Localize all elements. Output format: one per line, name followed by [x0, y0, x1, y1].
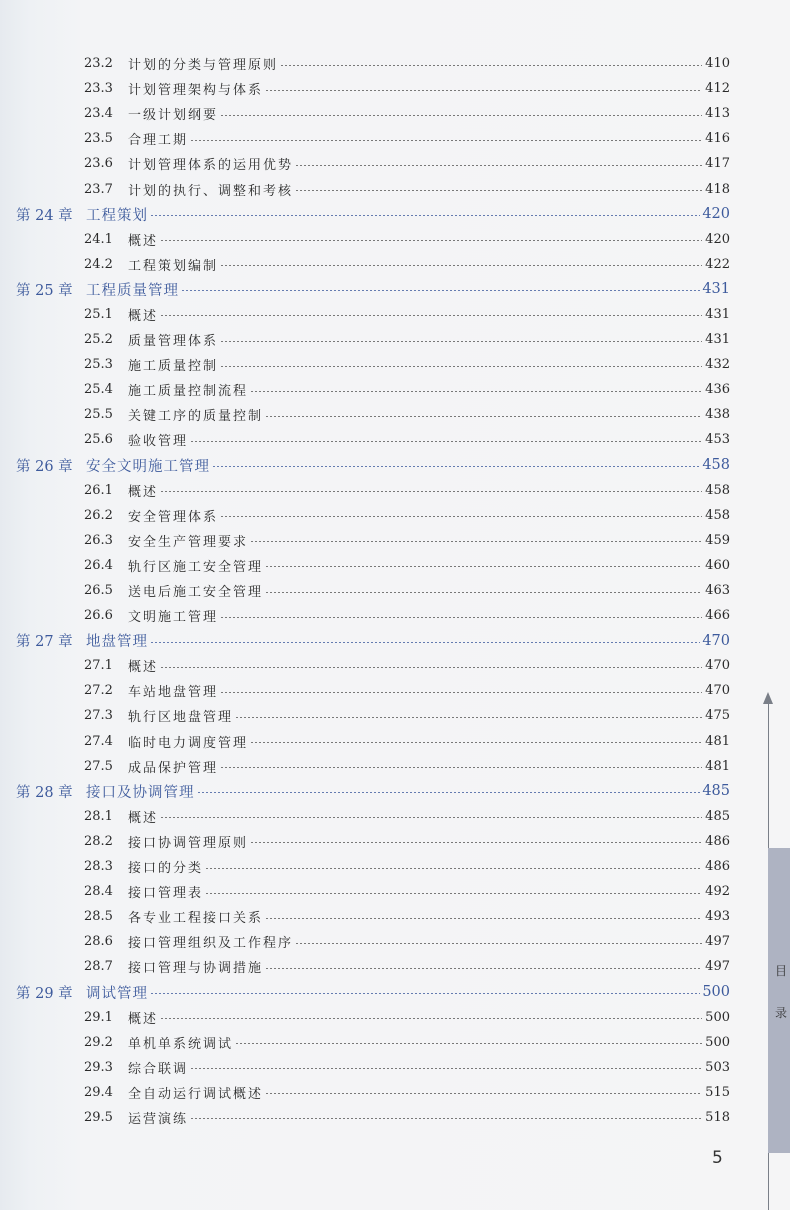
entry-title: 安全生产管理要求: [128, 534, 249, 550]
entry-number: 28.2: [84, 833, 113, 849]
entry-number: 23.4: [84, 106, 113, 122]
chapter-entry[interactable]: [0, 628, 730, 653]
entry-title: 接口管理表: [128, 886, 204, 902]
dot-leader: [295, 190, 702, 191]
chapter-entry[interactable]: [0, 202, 730, 227]
dot-leader: [250, 842, 702, 843]
dot-leader: [205, 868, 702, 869]
section-entry[interactable]: [0, 352, 730, 377]
dot-leader: [190, 1068, 702, 1069]
entry-title: 工程策划: [86, 207, 148, 224]
section-entry[interactable]: [0, 904, 730, 929]
entry-page-number: 431: [705, 332, 730, 348]
dot-leader: [160, 240, 702, 241]
entry-number: 24.1: [84, 231, 113, 247]
entry-page-number: 486: [705, 833, 730, 849]
dot-leader: [212, 466, 700, 467]
dot-leader: [265, 416, 702, 417]
entry-page-number: 420: [705, 231, 730, 247]
entry-page-number: 500: [702, 984, 730, 1001]
entry-title: 送电后施工安全管理: [128, 585, 264, 601]
entry-number: 26.5: [84, 583, 113, 599]
entry-page-number: 497: [705, 959, 730, 975]
entry-page-number: 417: [705, 156, 730, 172]
dot-leader: [265, 566, 702, 567]
entry-title: 计划管理架构与体系: [128, 83, 264, 99]
section-entry[interactable]: [0, 427, 730, 452]
section-entry[interactable]: [0, 603, 730, 628]
entry-page-number: 466: [705, 608, 730, 624]
entry-number: 23.7: [84, 181, 113, 197]
entry-number: 28.1: [84, 808, 113, 824]
entry-number: 23.3: [84, 81, 113, 97]
entry-number: 25.4: [84, 382, 113, 398]
entry-page-number: 458: [702, 457, 730, 474]
dot-leader: [280, 65, 702, 66]
entry-title: 施工质量控制: [128, 359, 219, 375]
entry-title: 概述: [128, 308, 159, 324]
entry-number: 23.2: [84, 56, 113, 72]
page-number: 5: [712, 1148, 723, 1168]
entry-title: 接口管理组织及工作程序: [128, 936, 294, 952]
entry-page-number: 431: [702, 281, 730, 298]
entry-title: 地盘管理: [86, 634, 148, 651]
entry-number: 25.1: [84, 306, 113, 322]
dot-leader: [160, 667, 702, 668]
chapter-entry[interactable]: [0, 779, 730, 804]
dot-leader: [205, 893, 702, 894]
entry-number: 27.2: [84, 683, 113, 699]
section-entry[interactable]: [0, 51, 730, 76]
dot-leader: [220, 617, 702, 618]
entry-number: 29.4: [84, 1084, 113, 1100]
dot-leader: [220, 692, 702, 693]
entry-title: 一级计划纲要: [128, 108, 219, 124]
entry-title: 计划的分类与管理原则: [128, 58, 279, 74]
entry-title: 全自动运行调试概述: [128, 1086, 264, 1102]
entry-title: 各专业工程接口关系: [128, 911, 264, 927]
dot-leader: [220, 516, 702, 517]
dot-leader: [295, 943, 702, 944]
entry-title: 接口及协调管理: [86, 784, 195, 801]
entry-number: 29.1: [84, 1009, 113, 1025]
entry-page-number: 481: [705, 758, 730, 774]
entry-number: 27.4: [84, 733, 113, 749]
entry-number: 27.3: [84, 708, 113, 724]
entry-title: 文明施工管理: [128, 610, 219, 626]
dot-leader: [150, 993, 700, 994]
entry-page-number: 485: [702, 783, 730, 800]
section-entry[interactable]: [0, 578, 730, 603]
entry-number: 25.6: [84, 432, 113, 448]
entry-title: 安全文明施工管理: [86, 458, 210, 475]
entry-title: 临时电力调度管理: [128, 735, 249, 751]
section-entry[interactable]: [0, 1005, 730, 1030]
entry-page-number: 453: [705, 432, 730, 448]
dot-leader: [160, 491, 702, 492]
entry-title: 运营演练: [128, 1111, 189, 1127]
entry-title: 概述: [128, 810, 159, 826]
section-entry[interactable]: [0, 954, 730, 979]
entry-page-number: 497: [705, 934, 730, 950]
entry-number: 28.6: [84, 934, 113, 950]
dot-leader: [250, 391, 702, 392]
entry-number: 24.2: [84, 256, 113, 272]
section-entry[interactable]: [0, 101, 730, 126]
entry-title: 概述: [128, 660, 159, 676]
entry-title: 施工质量控制流程: [128, 384, 249, 400]
entry-number: 23.5: [84, 131, 113, 147]
section-entry[interactable]: [0, 176, 730, 201]
dot-leader: [220, 115, 702, 116]
entry-title: 轨行区地盘管理: [128, 710, 234, 726]
entry-number: 28.5: [84, 909, 113, 925]
section-entry[interactable]: [0, 478, 730, 503]
entry-title: 工程质量管理: [86, 282, 179, 299]
entry-page-number: 492: [705, 884, 730, 900]
chapter-entry[interactable]: [0, 979, 730, 1004]
entry-number: 29.2: [84, 1034, 113, 1050]
entry-page-number: 470: [705, 683, 730, 699]
dot-leader: [220, 767, 702, 768]
dot-leader: [265, 90, 702, 91]
entry-title: 成品保护管理: [128, 760, 219, 776]
entry-page-number: 515: [705, 1084, 730, 1100]
entry-title: 接口的分类: [128, 861, 204, 877]
side-tab-label-2: 录: [775, 1006, 788, 1020]
dot-leader: [190, 1118, 702, 1119]
entry-page-number: 412: [705, 81, 730, 97]
entry-page-number: 420: [702, 206, 730, 223]
section-entry[interactable]: [0, 503, 730, 528]
section-entry[interactable]: [0, 1105, 730, 1130]
entry-title: 质量管理体系: [128, 334, 219, 350]
entry-number: 28.3: [84, 859, 113, 875]
entry-page-number: 458: [705, 507, 730, 523]
entry-number: 25.2: [84, 332, 113, 348]
section-entry[interactable]: [0, 528, 730, 553]
entry-title: 合理工期: [128, 133, 189, 149]
entry-title: 计划的执行、调整和考核: [128, 183, 294, 199]
dot-leader: [190, 140, 702, 141]
entry-page-number: 470: [705, 658, 730, 674]
section-entry[interactable]: [0, 252, 730, 277]
entry-page-number: 410: [705, 56, 730, 72]
entry-number: 26.6: [84, 608, 113, 624]
chapter-entry[interactable]: [0, 453, 730, 478]
entry-title: 轨行区施工安全管理: [128, 559, 264, 575]
entry-page-number: 518: [705, 1109, 730, 1125]
entry-title: 概述: [128, 233, 159, 249]
section-entry[interactable]: [0, 653, 730, 678]
dot-leader: [220, 366, 702, 367]
chapter-entry[interactable]: [0, 277, 730, 302]
entry-number: 28.4: [84, 884, 113, 900]
entry-page-number: 493: [705, 909, 730, 925]
entry-number: 29.5: [84, 1109, 113, 1125]
section-entry[interactable]: [0, 1080, 730, 1105]
entry-title: 车站地盘管理: [128, 685, 219, 701]
dot-leader: [265, 968, 702, 969]
dot-leader: [235, 1043, 702, 1044]
entry-page-number: 500: [705, 1034, 730, 1050]
entry-page-number: 418: [705, 181, 730, 197]
entry-number: 29.3: [84, 1059, 113, 1075]
section-entry[interactable]: [0, 678, 730, 703]
entry-number: 27.5: [84, 758, 113, 774]
entry-page-number: 470: [702, 632, 730, 649]
entry-title: 计划管理体系的运用优势: [128, 158, 294, 174]
table-of-contents: [0, 51, 730, 1130]
dot-leader: [265, 918, 702, 919]
entry-page-number: 460: [705, 557, 730, 573]
entry-number: 第 29 章: [16, 985, 73, 1002]
section-entry[interactable]: [0, 1055, 730, 1080]
entry-number: 第 27 章: [16, 634, 73, 651]
entry-page-number: 458: [705, 482, 730, 498]
entry-number: 23.6: [84, 156, 113, 172]
dot-leader: [181, 290, 700, 291]
section-entry[interactable]: [0, 1030, 730, 1055]
section-entry[interactable]: [0, 402, 730, 427]
section-entry[interactable]: [0, 879, 730, 904]
entry-number: 26.2: [84, 507, 113, 523]
section-entry[interactable]: [0, 377, 730, 402]
section-entry[interactable]: [0, 804, 730, 829]
section-entry[interactable]: [0, 854, 730, 879]
section-entry[interactable]: [0, 729, 730, 754]
dot-leader: [235, 717, 702, 718]
entry-title: 概述: [128, 484, 159, 500]
entry-page-number: 485: [705, 808, 730, 824]
entry-number: 26.4: [84, 557, 113, 573]
entry-title: 工程策划编制: [128, 258, 219, 274]
entry-page-number: 416: [705, 131, 730, 147]
entry-page-number: 431: [705, 306, 730, 322]
entry-title: 调试管理: [86, 985, 148, 1002]
dot-leader: [250, 541, 702, 542]
entry-number: 25.3: [84, 357, 113, 373]
entry-page-number: 500: [705, 1009, 730, 1025]
entry-page-number: 481: [705, 733, 730, 749]
entry-title: 安全管理体系: [128, 509, 219, 525]
dot-leader: [220, 265, 702, 266]
entry-title: 接口协调管理原则: [128, 835, 249, 851]
entry-page-number: 475: [705, 708, 730, 724]
section-entry[interactable]: [0, 227, 730, 252]
dot-leader: [150, 215, 700, 216]
dot-leader: [150, 642, 700, 643]
section-entry[interactable]: [0, 553, 730, 578]
section-entry[interactable]: [0, 829, 730, 854]
entry-page-number: 432: [705, 357, 730, 373]
section-entry[interactable]: [0, 327, 730, 352]
entry-page-number: 459: [705, 532, 730, 548]
dot-leader: [160, 1018, 702, 1019]
dot-leader: [190, 441, 702, 442]
entry-page-number: 422: [705, 256, 730, 272]
dot-leader: [250, 742, 702, 743]
entry-number: 26.1: [84, 482, 113, 498]
entry-title: 概述: [128, 1011, 159, 1027]
entry-page-number: 463: [705, 583, 730, 599]
entry-number: 第 24 章: [16, 207, 73, 224]
entry-number: 第 25 章: [16, 282, 73, 299]
entry-number: 28.7: [84, 959, 113, 975]
section-entry[interactable]: [0, 126, 730, 151]
side-tab-label-1: 目: [775, 964, 788, 978]
section-entry[interactable]: [0, 302, 730, 327]
entry-number: 第 26 章: [16, 458, 73, 475]
entry-title: 关键工序的质量控制: [128, 409, 264, 425]
entry-number: 第 28 章: [16, 784, 73, 801]
entry-page-number: 503: [705, 1059, 730, 1075]
entry-number: 25.5: [84, 407, 113, 423]
entry-number: 26.3: [84, 532, 113, 548]
dot-leader: [265, 1093, 702, 1094]
entry-page-number: 486: [705, 859, 730, 875]
entry-number: 27.1: [84, 658, 113, 674]
entry-page-number: 436: [705, 382, 730, 398]
dot-leader: [295, 165, 702, 166]
dot-leader: [160, 315, 702, 316]
section-entry[interactable]: [0, 151, 730, 176]
entry-title: 验收管理: [128, 434, 189, 450]
section-entry[interactable]: [0, 754, 730, 779]
section-entry[interactable]: [0, 703, 730, 728]
side-tab: [768, 848, 790, 1153]
entry-page-number: 413: [705, 106, 730, 122]
dot-leader: [265, 592, 702, 593]
dot-leader: [220, 341, 702, 342]
dot-leader: [197, 792, 701, 793]
entry-title: 综合联调: [128, 1061, 189, 1077]
section-entry[interactable]: [0, 76, 730, 101]
section-entry[interactable]: [0, 929, 730, 954]
entry-page-number: 438: [705, 407, 730, 423]
dot-leader: [160, 817, 702, 818]
entry-title: 接口管理与协调措施: [128, 961, 264, 977]
entry-title: 单机单系统调试: [128, 1036, 234, 1052]
